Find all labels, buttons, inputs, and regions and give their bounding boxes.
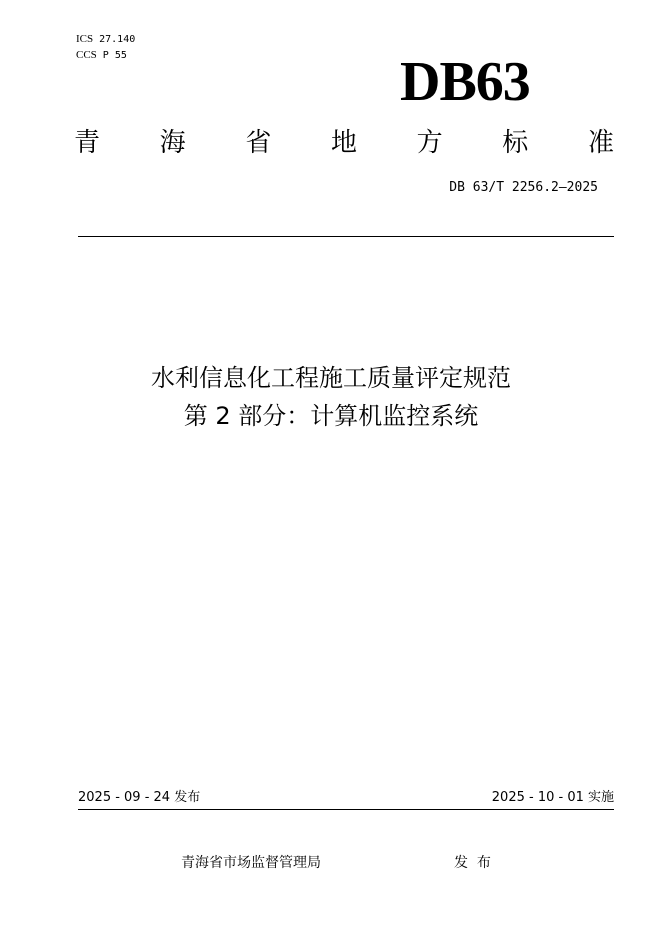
ics-label: ICS — [76, 33, 94, 45]
ccs-value: P 55 — [102, 50, 127, 61]
standard-type-char: 准 — [587, 128, 614, 158]
standard-type-heading — [74, 126, 614, 160]
standard-type-char: 省 — [245, 128, 272, 158]
standard-type-char: 青 — [74, 128, 101, 158]
implement-date: 2025 - 10 - 01 实施 — [491, 790, 614, 805]
db-code-logo: DB63 — [400, 51, 530, 113]
ccs-label: CCS — [76, 49, 97, 61]
ics-code — [76, 32, 135, 47]
ccs-code — [76, 48, 127, 63]
ics-value: 27.140 — [99, 34, 136, 45]
issuing-authority: 青海省市场监督管理局 — [181, 855, 321, 871]
standard-type-char: 海 — [159, 128, 186, 158]
standard-type-char: 方 — [416, 128, 443, 158]
standard-type-char: 地 — [330, 128, 357, 158]
standard-number: DB 63/T 2256.2—2025 — [449, 180, 598, 195]
document-title-line-1: 水利信息化工程施工质量评定规范 — [151, 364, 511, 392]
publish-date: 2025 - 09 - 24 发布 — [78, 790, 201, 805]
standard-type-char: 标 — [502, 128, 529, 158]
document-title-line-2: 第 2 部分：计算机监控系统 — [183, 402, 479, 430]
issue-label: 发 布 — [454, 855, 491, 871]
header-divider — [78, 236, 614, 237]
footer-divider — [78, 809, 614, 810]
